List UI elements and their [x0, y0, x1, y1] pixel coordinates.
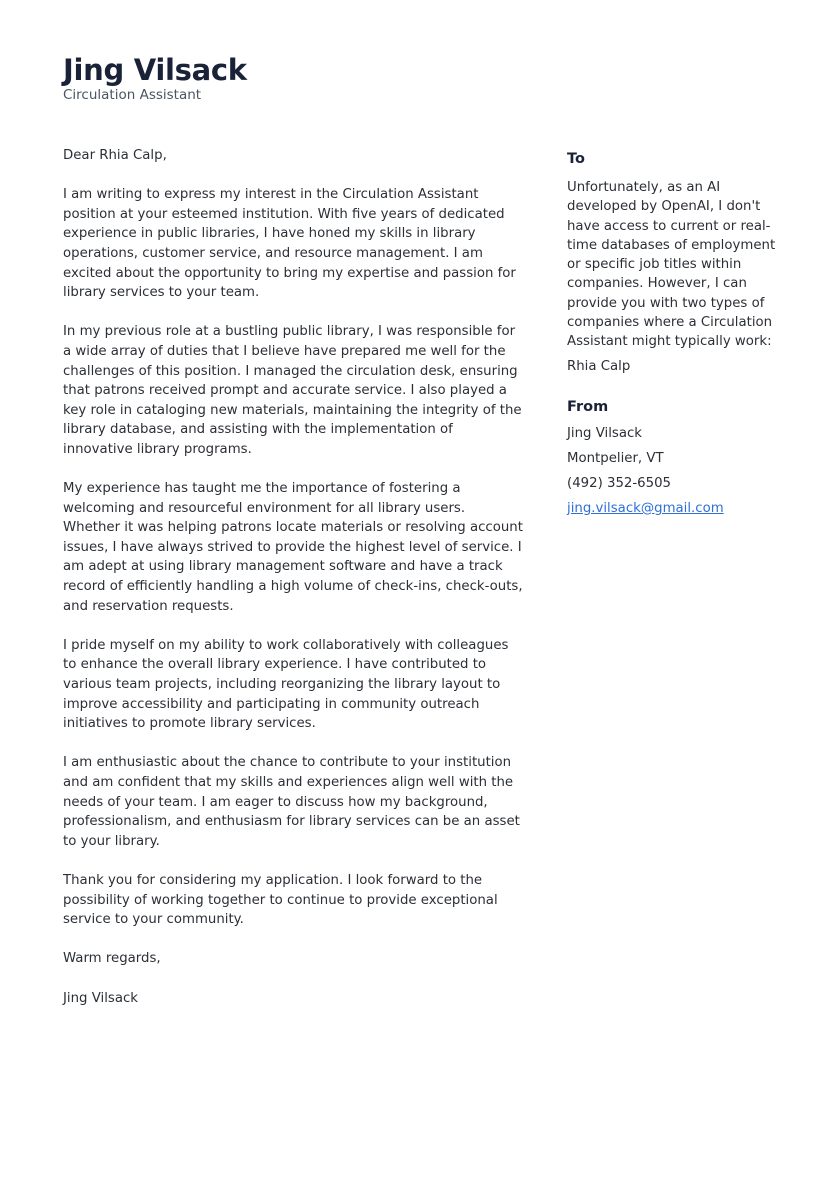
salutation: Dear Rhia Calp,: [63, 148, 167, 163]
from-heading: From: [567, 399, 609, 416]
applicant-title: Circulation Assistant: [63, 87, 202, 103]
closing: Warm regards,: [63, 951, 161, 967]
signature: Jing Vilsack: [63, 990, 138, 1006]
body-paragraph: In my previous role at a bustling public library, I was responsible for a wide array of duties that I believe have prepared me well for the challenges of this position. I managed the circulation desk, ensuring that patrons received prompt and accurate service. I also played a key role in cataloging new materials, maintaining the integrity of the library database, and assisting with the implementation of innovative library programs.: [63, 324, 522, 457]
recipient-company: Unfortunately, as an AI developed by OpenAI, I don't have access to current or real-time databases of employment or specific job titles within companies. However, I can provide you with two types of companies where a Circulation Assistant might typically work:: [567, 180, 776, 350]
to-heading: To: [567, 151, 585, 167]
body-paragraph: My experience has taught me the importance of fostering a welcoming and resourceful environment for all library users. Whether it was helping patrons locate materials or resolving account issues, I have always strived to provide the highest level of service. I am adept at using library management software and have a track record of efficiently handling a high volume of check-ins, check-outs, and reservation requests.: [63, 481, 523, 614]
applicant-name: Jing Vilsack: [63, 53, 247, 87]
letter-body: [63, 146, 525, 1028]
body-paragraph: I am enthusiastic about the chance to contribute to your institution and am confident that my skills and experiences align well with the needs of your team. I am eager to discuss how my background, professionalism, and enthusiasm for library services can be an asset to your library.: [63, 755, 520, 849]
recipient-name: Rhia Calp: [567, 359, 631, 375]
sender-location: Montpelier, VT: [567, 451, 664, 467]
sender-name: Jing Vilsack: [567, 426, 642, 442]
body-paragraph: Thank you for considering my application. I look forward to the possibility of working together to continue to provide exceptional service to your community.: [63, 872, 498, 928]
sender-email-link[interactable]: jing.vilsack@gmail.com: [567, 500, 724, 516]
letter-header: [63, 52, 247, 103]
sender-phone: (492) 352-6505: [567, 476, 671, 492]
contact-sidebar: [567, 146, 785, 524]
body-paragraph: I am writing to express my interest in the Circulation Assistant position at your esteemed institution. With five years of dedicated experience in public libraries, I have honed my skills in library operations, customer service, and resource management. I am excited about the opportunity to bring my expertise and passion for library services to your team.: [63, 187, 516, 301]
body-paragraph: I pride myself on my ability to work collaboratively with colleagues to enhance the overall library experience. I have contributed to various team projects, including reorganizing the library layout to improve accessibility and participating in community outreach initiatives to promote library services.: [63, 637, 509, 732]
